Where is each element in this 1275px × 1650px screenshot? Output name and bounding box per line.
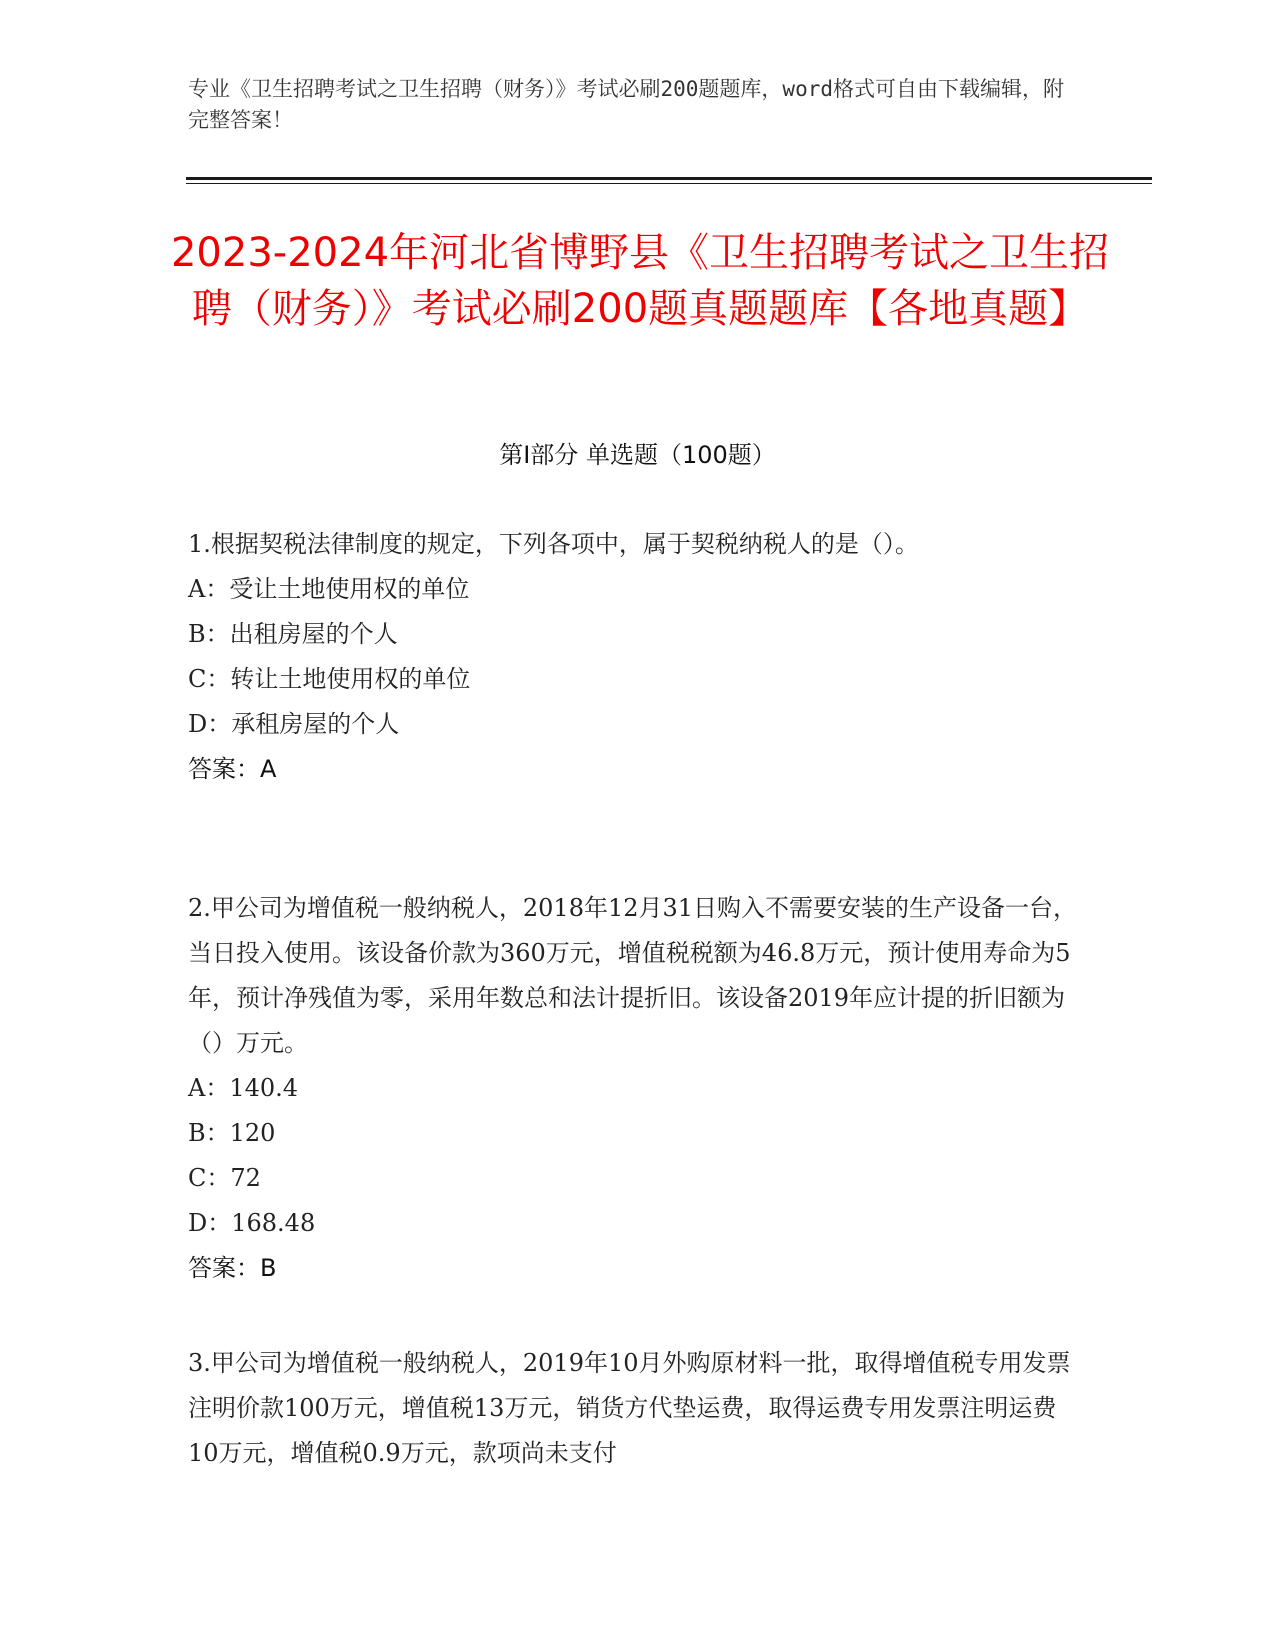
question-stem: 3.甲公司为增值税一般纳税人，2019年10月外购原材料一批，取得增值税专用发票注明价款100万元，增值税13万元，销货方代垫运费，取得运费专用发票注明运费10万元，增值税0.9万元，款项尚未支付 [188,1349,1071,1467]
option-a: A：140.4 [188,1074,299,1102]
option-d: D：168.48 [188,1209,316,1237]
answer: 答案：B [188,1254,277,1282]
option-b: B：出租房屋的个人 [188,620,398,648]
header-divider-thick [186,177,1152,180]
question-stem: 2.甲公司为增值税一般纳税人，2018年12月31日购入不需要安装的生产设备一台，当日投入使用。该设备价款为360万元，增值税税额为46.8万元，预计使用寿命为5年，预计净残值为零，采用年数总和法计提折旧。该设备2019年应计提的折旧额为（）万元。 [188,894,1078,1057]
section-title: 第Ⅰ部分 单选题（100题） [499,441,776,469]
question-2 [188,886,1078,1291]
question-1 [188,522,1078,792]
option-c: C：转让土地使用权的单位 [188,665,471,693]
answer: 答案：A [188,755,277,783]
option-d: D：承租房屋的个人 [188,710,400,738]
option-c: C：72 [188,1164,261,1192]
question-3 [188,1341,1078,1476]
header-divider-thin [186,183,1152,184]
question-stem: 1.根据契税法律制度的规定，下列各项中，属于契税纳税人的是（）。 [188,530,919,558]
option-a: A：受让土地使用权的单位 [188,575,470,603]
option-b: B：120 [188,1119,276,1147]
document-title: 2023-2024年河北省博野县《卫生招聘考试之卫生招聘（财务）》考试必刷200题真题题库【各地真题】 [170,230,1110,332]
header-note: 专业《卫生招聘考试之卫生招聘（财务）》考试必刷200题题库，word格式可自由下载编辑，附完整答案！ [188,77,1064,132]
